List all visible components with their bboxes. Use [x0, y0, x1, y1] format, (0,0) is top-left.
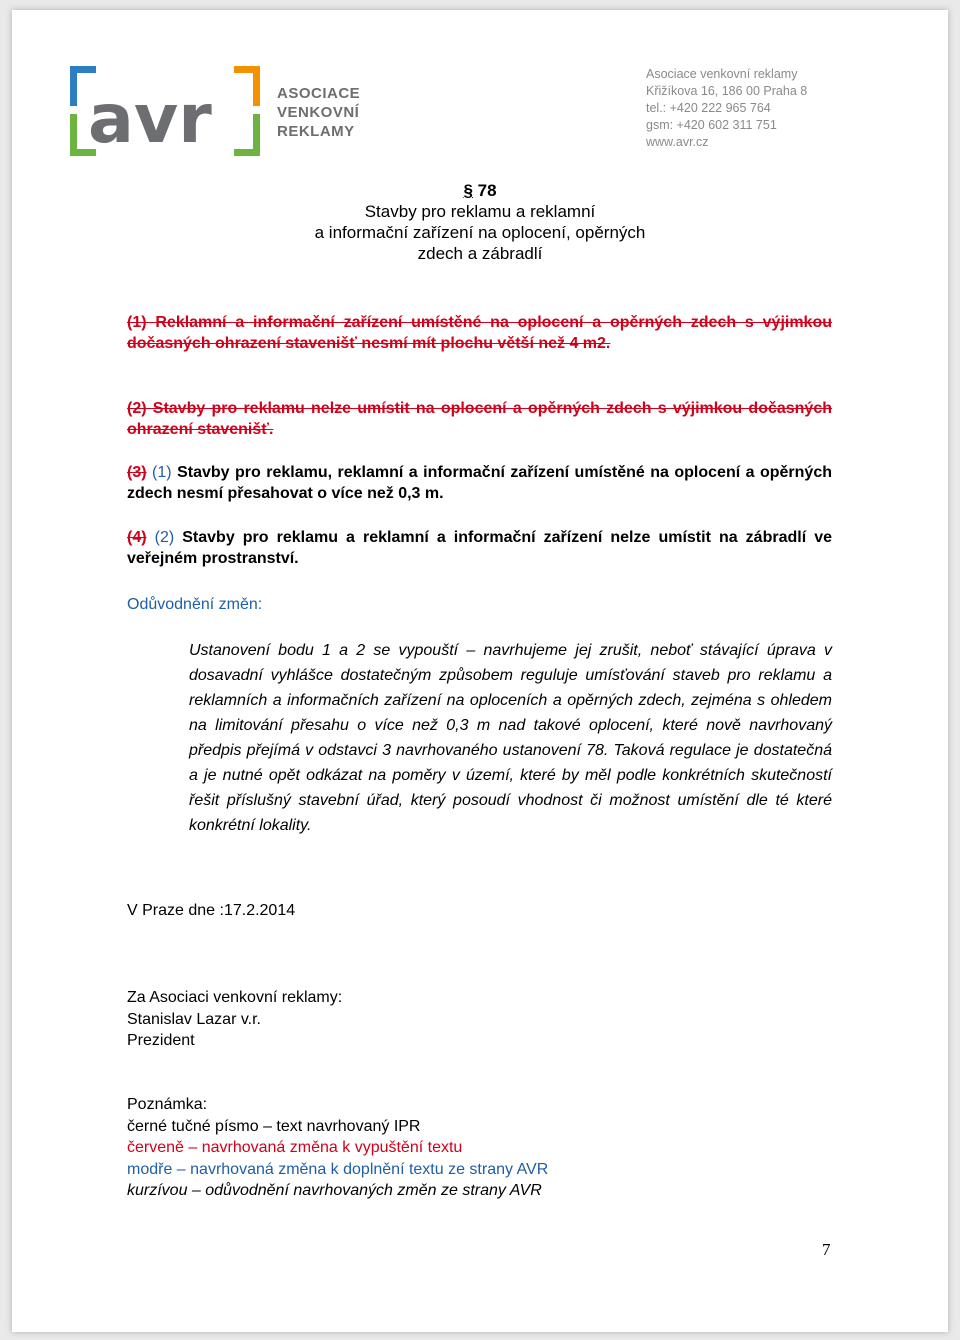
section-symbol: §	[463, 181, 473, 200]
inserted-number: (2)	[154, 529, 175, 546]
contact-website[interactable]: www.avr.cz	[646, 135, 709, 149]
logo-line: ASOCIACE	[277, 85, 361, 102]
document-page	[12, 10, 948, 1332]
justification-text: Ustanovení bodu 1 a 2 se vypouští – navrhujeme jej zrušit, neboť stávající úprava v dosavadní vyhlášce dostatečným způsobem reguluje umísťování staveb pro reklamu a reklamních a informačních zařízení na oploceních a opěrných zdech, zejména s ohledem na limitování přesahu o více než 0,3 m nad takové oplocení, které nově navrhovaný předpis přejímá v odstavci 3 navrhovaného ustanovení 78. Taková regulace je dostatečná a je nutné opět odkázat na poměry v území, které by měl podle konkrétních skutečností řešit příslušný stavební úřad, který posoudí vhodnost či možnost umístění dle té které konkrétní lokality.	[189, 642, 832, 834]
signature-org: Za Asociaci venkovní reklamy:	[127, 989, 343, 1006]
deleted-number: (4)	[127, 529, 147, 546]
paragraph-4: (4) (2) Stavby pro reklamu a reklamní a informační zařízení nelze umístit na zábradlí ve veřejném prostranství.	[127, 529, 832, 567]
justification-label: Odůvodnění změn:	[127, 596, 263, 613]
paragraph-2: (2) Stavby pro reklamu nelze umístit na oplocení a opěrných zdech s výjimkou dočasných ohrazení stavenišť.	[127, 400, 832, 438]
paragraph-3: (3) (1) Stavby pro reklamu, reklamní a informační zařízení umístěné na oplocení a opěrných zdech nesmí přesahovat o více než 0,3 m.	[127, 464, 832, 502]
logo-wordmark: avr	[88, 80, 212, 158]
section-number: § 78	[463, 181, 497, 200]
heading-line: a informační zařízení na oplocení, opěrných	[314, 223, 646, 242]
logo-line: REKLAMY	[277, 123, 355, 140]
paragraph-1: (1) Reklamní a informační zařízení umístěné na oplocení a opěrných zdech s výjimkou dočasných ohrazení stavenišť nesmí mít plochu větší než 4 m2.	[127, 314, 832, 352]
heading-line: Stavby pro reklamu a reklamní	[364, 202, 596, 221]
legend-italic: kurzívou – odůvodnění navrhovaných změn ze strany AVR	[127, 1182, 542, 1199]
signature-title: Prezident	[127, 1032, 195, 1049]
date-line: V Praze dne :17.2.2014	[127, 902, 296, 919]
inserted-number: (1)	[152, 464, 172, 481]
signature-name: Stanislav Lazar v.r.	[127, 1010, 261, 1028]
legend-blue: modře – navrhovaná změna k doplnění textu ze strany AVR	[127, 1160, 549, 1178]
legend-red: červeně – navrhovaná změna k vypuštění textu	[127, 1139, 463, 1156]
signature-block	[127, 987, 342, 1052]
contact-org: Asociace venkovní reklamy	[646, 67, 798, 81]
logo-tagline	[277, 84, 360, 141]
page-number: 7	[822, 1240, 831, 1259]
deleted-number: (3)	[127, 464, 147, 481]
contact-block	[646, 66, 807, 151]
heading-line: zdech a zábradlí	[417, 244, 543, 263]
contact-address: Křižíkova 16, 186 00 Praha 8	[646, 84, 808, 98]
legend-black: černé tučné písmo – text navrhovaný IPR	[127, 1117, 421, 1135]
logo-line: VENKOVNÍ	[277, 104, 360, 121]
contact-mobile: gsm: +420 602 311 751	[646, 118, 777, 132]
section-heading	[12, 180, 948, 264]
legend-title: Poznámka:	[127, 1096, 208, 1113]
contact-phone: tel.: +420 222 965 764	[646, 101, 771, 115]
legend-note	[127, 1094, 548, 1202]
